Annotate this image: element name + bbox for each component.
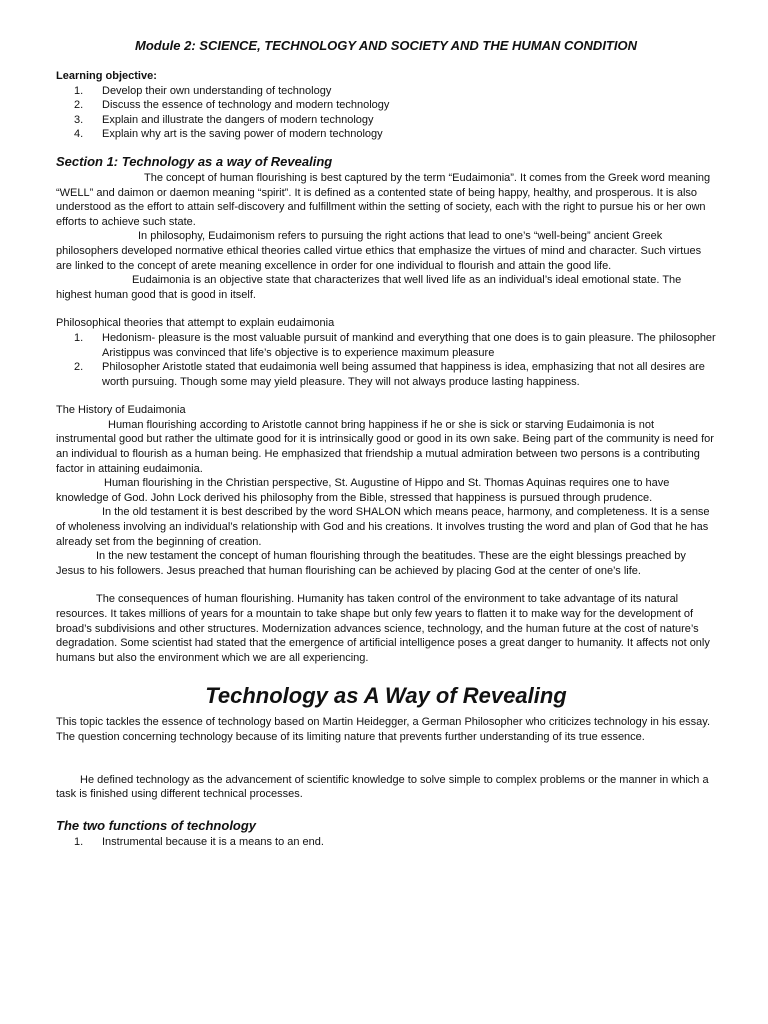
- history-paragraph-1: Human flourishing according to Aristotle cannot bring happiness if he or she is sick or starving Eudaimonia is not instrumental good but rather the ultimate good for it is intrinsically good or good in its own sake. Being part of the community is need for an individual to flourish as a human being. He emphasized that friendship a mutual admiration between two persons is a contributing factor in attaining eudaimonia.: [56, 418, 714, 475]
- list-item: [56, 835, 716, 850]
- list-item: [56, 84, 716, 99]
- list-item: [56, 331, 716, 360]
- section-1-paragraph-1: The concept of human flourishing is best captured by the term “Eudaimonia”. It comes from the Greek word meaning “WELL” and daimon or daemon meaning “spirit”. It is defined as a contented state of being happy, healthy, and prosperous. It is also understood as the effort to attain self-discovery and fulfillment within the setting of society, each with the right to pursue his or her own efforts to achieve such state.: [56, 171, 711, 228]
- list-number: 1.: [74, 331, 84, 344]
- learning-objective-heading: Learning objective:: [56, 70, 157, 82]
- list-text: Discuss the essence of technology and modern technology: [102, 99, 390, 112]
- revealing-heading: Technology as A Way of Revealing: [205, 683, 567, 709]
- section-1-paragraph-3: Eudaimonia is an objective state that characterizes that well lived life as an individual’s ideal emotional state. The highest human good that is good in itself.: [56, 274, 682, 301]
- list-text: Explain and illustrate the dangers of modern technology: [102, 113, 374, 126]
- list-number: 3.: [74, 113, 84, 126]
- revealing-paragraph-2: He defined technology as the advancement of scientific knowledge to solve simple to complex problems or the manner in which a task is finished using different technical processes.: [56, 773, 709, 801]
- list-text: Instrumental because it is a means to an end.: [102, 835, 324, 848]
- functions-heading: The two functions of technology: [56, 817, 257, 833]
- list-item: [56, 360, 716, 389]
- functions-list: [56, 835, 716, 850]
- history-paragraph-2: Human flourishing in the Christian perspective, St. Augustine of Hippo and St. Thomas Aquinas requires one to have knowledge of God. John Lock derived his philosophy from the Bible, stressed that happiness is pursued through prudence.: [56, 477, 670, 504]
- section-1-paragraph-2: In philosophy, Eudaimonism refers to pursuing the right actions that lead to one’s “well-being” ancient Greek philosophers developed normative ethical theories called virtue ethics that emphasize the virtues of mind and character. Such virtues are linked to the concept of arete meaning excellence in order for one individual to flourish and attain the good life.: [56, 230, 702, 272]
- history-paragraph-4: In the new testament the concept of human flourishing through the beatitudes. These are the eight blessings preached by Jesus to his followers. Jesus preached that human flourishing can be achieved by placing God at the center of one’s life.: [56, 550, 686, 577]
- history-paragraph-3: In the old testament it is best described by the word SHALON which means peace, harmony, and completeness. It is a sense of wholeness involving an individual’s relationship with God and his creations. It involves trusting the word and plan of God that he has already set from the beginning of creation.: [56, 506, 710, 548]
- list-number: 2.: [74, 361, 84, 374]
- learning-objective-list: [56, 84, 716, 142]
- list-text: Develop their own understanding of technology: [102, 84, 332, 97]
- list-text: Hedonism- pleasure is the most valuable pursuit of mankind and everything that one does is to gain pleasure. The philosopher Aristippus was convinced that life’s objective is to experience maximum pleasure: [102, 331, 716, 359]
- list-number: 4.: [74, 128, 84, 141]
- list-item: [56, 127, 716, 142]
- list-item: [56, 113, 716, 128]
- section-1-heading: Section 1: Technology as a way of Revealing: [56, 153, 333, 169]
- theories-heading: Philosophical theories that attempt to explain eudaimonia: [56, 317, 335, 330]
- revealing-paragraph-1: This topic tackles the essence of technology based on Martin Heidegger, a German Philosopher who criticizes technology in his essay. The question concerning technology because of its limiting nature that prevents further understanding of its true essence.: [56, 716, 711, 743]
- list-number: 2.: [74, 99, 84, 112]
- theories-list: [56, 331, 716, 389]
- module-title: Module 2: SCIENCE, TECHNOLOGY AND SOCIETY AND THE HUMAN CONDITION: [135, 38, 637, 53]
- list-number: 1.: [74, 84, 84, 97]
- history-paragraph-5: The consequences of human flourishing. Humanity has taken control of the environment to take advantage of its natural resources. It takes millions of years for a mountain to take shape but only few years to flatten it to make way for the development of broad’s subdivisions and other structures. Modernization advances science, technology, and the human future at the cost of nature’s degradation. Some scientist had stated that the emergence of artificial intelligence poses a great danger to humanity. It affects not only humans but also the environment which we are all experiencing.: [56, 593, 710, 664]
- list-item: [56, 98, 716, 113]
- history-heading: The History of Eudaimonia: [56, 404, 186, 417]
- list-text: Explain why art is the saving power of modern technology: [102, 128, 383, 141]
- list-text: Philosopher Aristotle stated that eudaimonia well being assumed that happiness is idea, emphasizing that not all desires are worth pursuing. Though some may yield pleasure. They will not always produce lasting happiness.: [102, 361, 705, 388]
- list-number: 1.: [74, 835, 84, 848]
